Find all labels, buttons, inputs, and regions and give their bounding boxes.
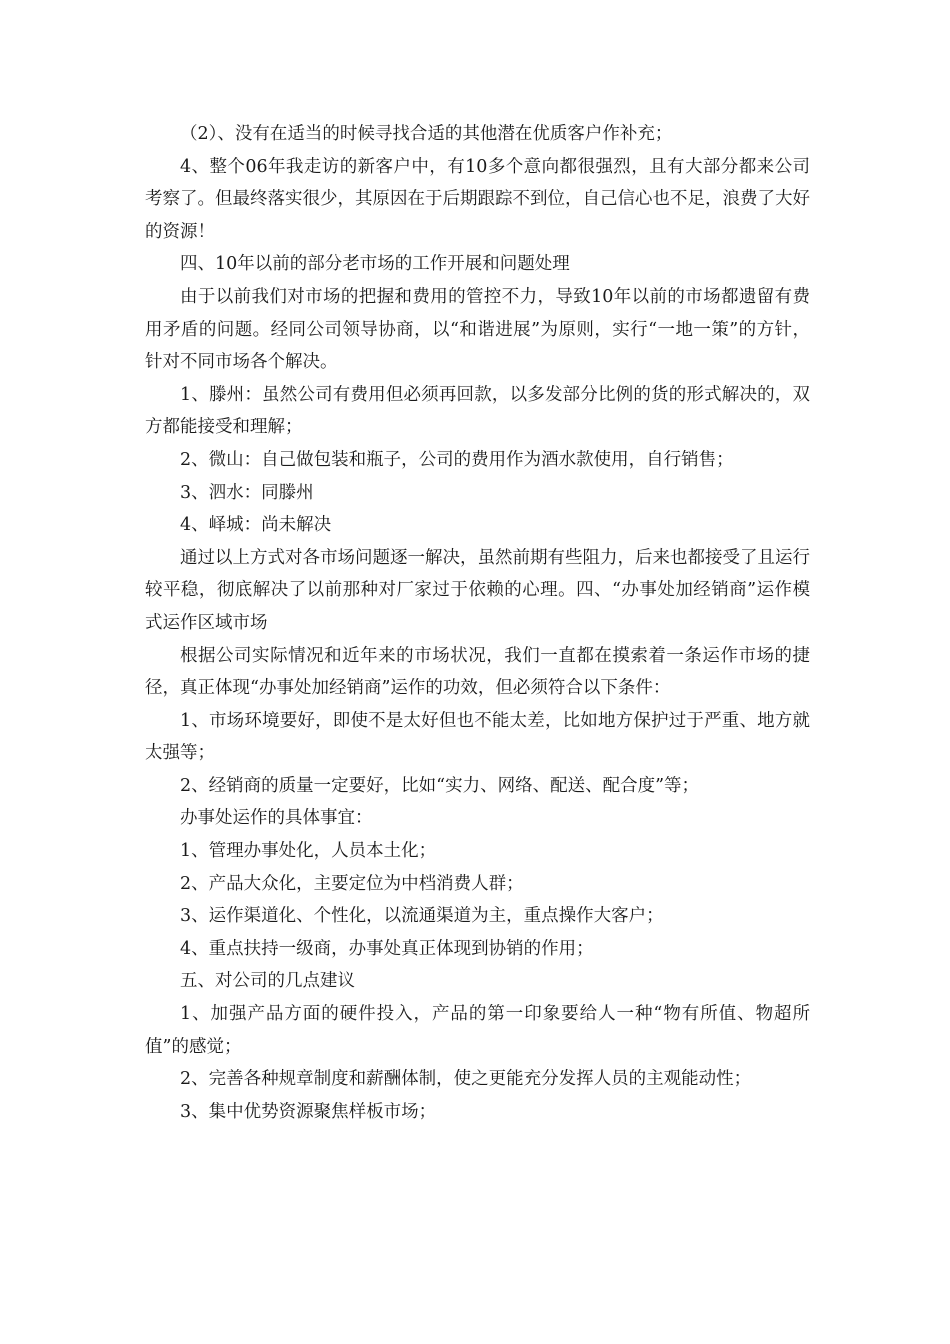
list-item-weishan: 2、微山：自己做包装和瓶子，公司的费用作为酒水款使用，自行销售； bbox=[180, 449, 734, 470]
list-item-sishui: 3、泗水：同滕州 bbox=[180, 482, 314, 503]
paragraph-supplement-clients: （2）、没有在适当的时候寻找合适的其他潜在优质客户作补充； bbox=[180, 124, 673, 144]
paragraph-new-clients-2006: 4、整个06年我走访的新客户中，有10多个意向都很强烈，且有大部分都来公司考察了。但最终落实很少，其原因在于后期跟踪不到位，自己信心也不足，浪费了大好的资源！ bbox=[145, 156, 810, 242]
subheading-office-operations: 办事处运作的具体事宜： bbox=[180, 808, 373, 829]
list-item-distributor-quality: 2、经销商的质量一定要好，比如“实力、网络、配送、配合度”等； bbox=[180, 775, 700, 796]
list-item-channel-operation: 3、运作渠道化、个性化，以流通渠道为主，重点操作大客户； bbox=[180, 906, 664, 927]
paragraph-cost-conflicts: 由于以前我们对市场的把握和费用的管控不力，导致10年以前的市场都遗留有费用矛盾的问题。经同公司领导协商，以“和谐进展”为原则，实行“一地一策”的方针，针对不同市场各个解决。 bbox=[145, 286, 810, 373]
section-heading-old-markets: 四、10年以前的部分老市场的工作开展和问题处理 bbox=[180, 254, 570, 275]
paragraph-resolution-summary: 通过以上方式对各市场问题逐一解决，虽然前期有些阻力，后来也都接受了且运行较平稳，彻底解决了以前那种对厂家过于依赖的心理。四、“办事处加经销商”运作模式运作区域市场 bbox=[145, 547, 810, 633]
list-item-primary-dealers: 4、重点扶持一级商，办事处真正体现到协销的作用； bbox=[180, 938, 594, 959]
list-item-sample-markets: 3、集中优势资源聚焦样板市场； bbox=[180, 1101, 437, 1122]
list-item-product-positioning: 2、产品大众化，主要定位为中档消费人群； bbox=[180, 873, 524, 894]
list-item-product-investment: 1、加强产品方面的硬件投入，产品的第一印象要给人一种“物有所值、物超所值”的感觉； bbox=[145, 1004, 810, 1057]
paragraph-operating-model: 根据公司实际情况和近年来的市场状况，我们一直都在摸索着一条运作市场的捷径，真正体现“办事处加经销商”运作的功效，但必须符合以下条件： bbox=[145, 645, 810, 699]
list-item-office-management: 1、管理办事处化，人员本土化； bbox=[180, 841, 437, 862]
list-item-market-environment: 1、市场环境要好，即使不是太好但也不能太差，比如地方保护过于严重、地方就太强等； bbox=[145, 710, 810, 764]
list-item-yicheng: 4、峄城：尚未解决 bbox=[180, 515, 332, 536]
list-item-regulations: 2、完善各种规章制度和薪酬体制，使之更能充分发挥人员的主观能动性； bbox=[180, 1069, 752, 1090]
list-item-tengzhou: 1、滕州：虽然公司有费用但必须再回款，以多发部分比例的货的形式解决的，双方都能接受和理解； bbox=[145, 384, 810, 438]
section-heading-suggestions: 五、对公司的几点建议 bbox=[180, 971, 355, 992]
document-body bbox=[145, 118, 810, 1128]
